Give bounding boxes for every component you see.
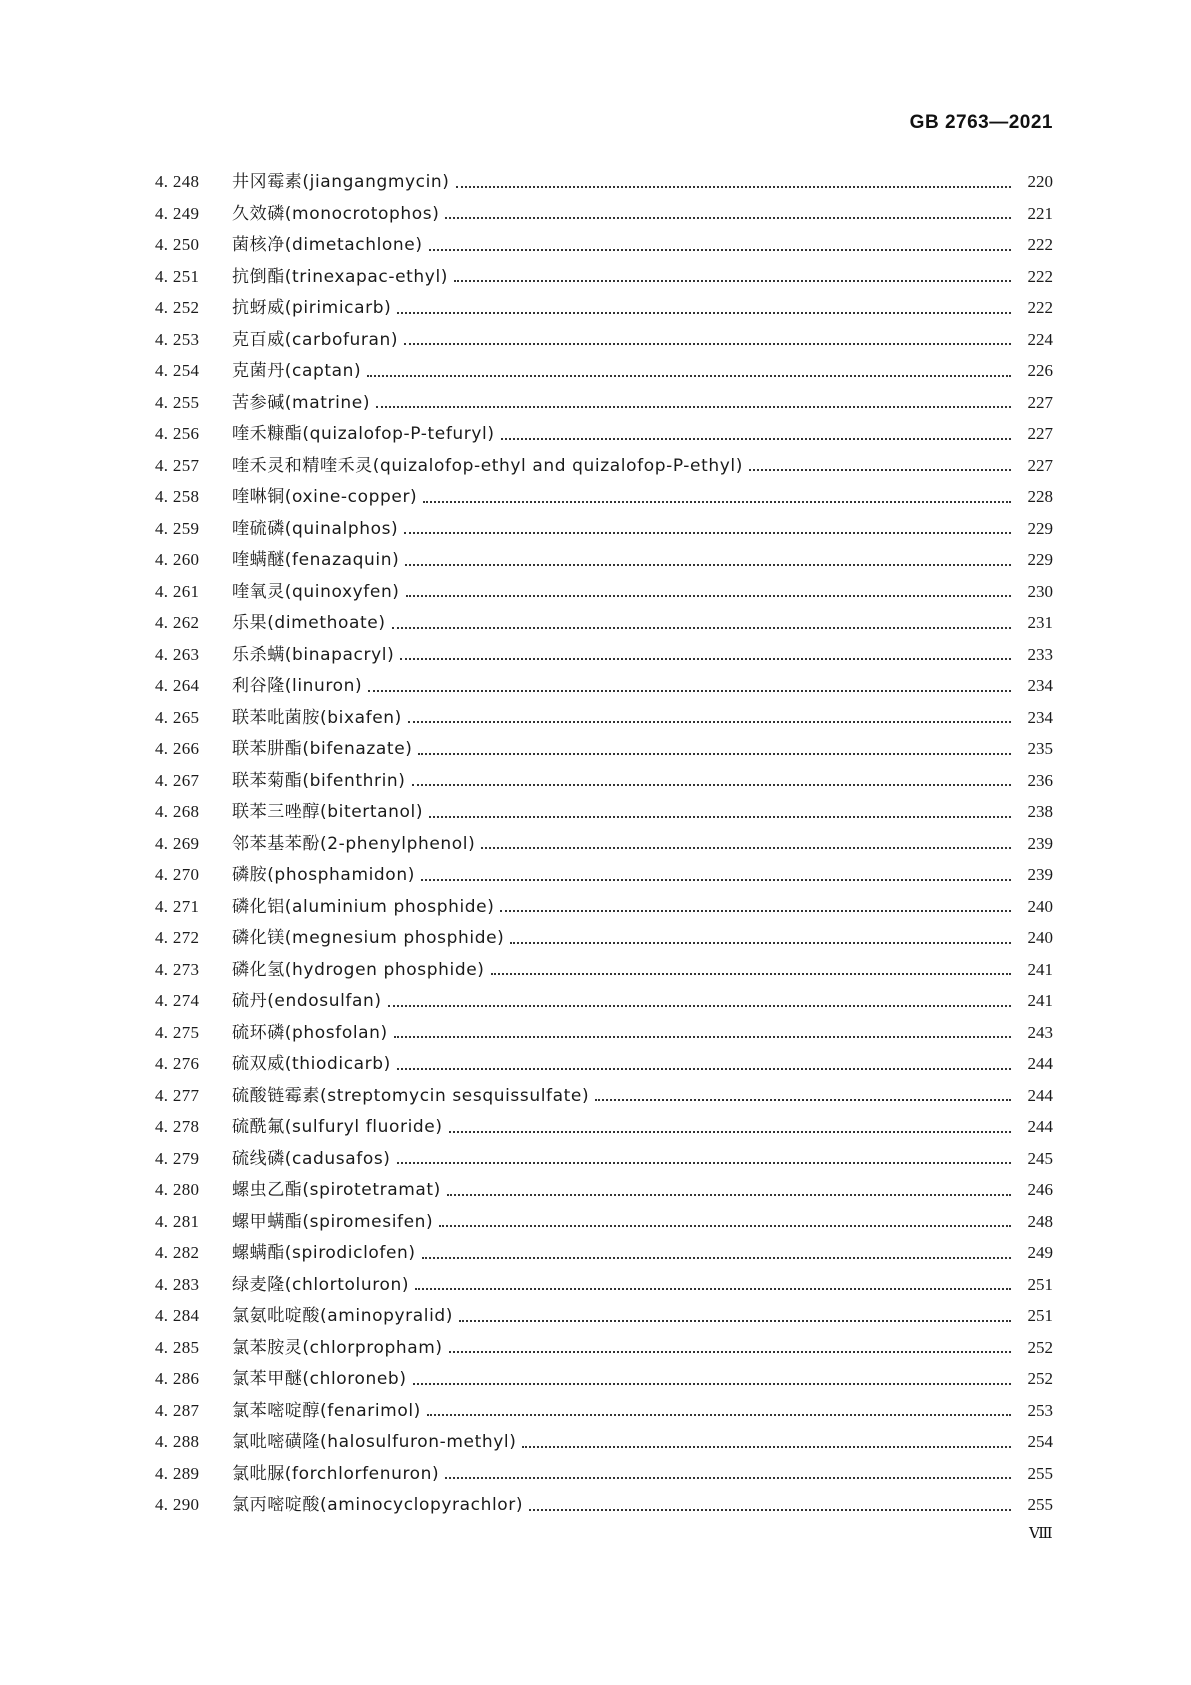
toc-entry-number: 4. 285 [155,1337,200,1357]
toc-entry-number: 4. 275 [155,1022,200,1042]
toc-dot-leader [413,1383,1011,1385]
toc-entry[interactable] [155,733,1053,765]
toc-entry-page-number: 239 [1027,833,1053,853]
toc-entry-number: 4. 262 [155,613,200,632]
toc-entry-page-number: 245 [1027,1148,1053,1168]
toc-entry-page-number: 255 [1027,1495,1053,1514]
toc-entry-title: 磷胺(phosphamidon) [232,865,415,885]
toc-entry-number: 4. 286 [155,1369,200,1388]
toc-entry-page-number: 221 [1027,203,1053,223]
toc-entry-page-number: 231 [1027,613,1053,632]
toc-entry-page-number: 229 [1027,550,1053,569]
toc-entry-title: 抗蚜威(pirimicarb) [232,298,392,318]
toc-dot-leader [445,1477,1011,1479]
toc-dot-leader [388,1005,1011,1007]
toc-entry-page-number: 251 [1027,1306,1053,1325]
toc-entry-number: 4. 264 [155,676,200,695]
toc-entry-number: 4. 263 [155,644,200,664]
toc-entry[interactable] [155,292,1053,324]
toc-entry[interactable] [155,1237,1053,1269]
toc-entry[interactable] [155,229,1053,261]
toc-dot-leader [595,1099,1011,1101]
toc-dot-leader [397,1162,1011,1164]
toc-entry-title: 克菌丹(captan) [232,361,362,381]
toc-entry[interactable] [155,702,1053,734]
toc-entry[interactable] [155,1174,1053,1206]
toc-entry-number: 4. 250 [155,235,200,254]
toc-entry-page-number: 248 [1027,1211,1053,1231]
toc-entry-page-number: 239 [1027,865,1053,884]
toc-dot-leader [404,343,1011,345]
toc-entry-page-number: 235 [1027,739,1053,758]
toc-dot-leader [429,249,1011,251]
toc-entry-title: 菌核净(dimetachlone) [232,235,423,255]
toc-entry-title: 井冈霉素(jiangangmycin) [232,172,450,192]
toc-entry-number: 4. 251 [155,266,200,286]
toc-entry-page-number: 228 [1027,487,1053,506]
toc-entry-title: 联苯菊酯(bifenthrin) [232,770,406,791]
toc-entry-number: 4. 260 [155,550,200,569]
toc-entry[interactable] [155,1395,1053,1427]
toc-entry-page-number: 244 [1027,1054,1053,1073]
toc-entry-page-number: 230 [1027,581,1053,601]
toc-entry[interactable] [155,922,1053,954]
toc-dot-leader [529,1509,1011,1511]
toc-entry[interactable] [155,1300,1053,1332]
toc-entry-number: 4. 271 [155,896,200,916]
toc-entry-title: 氯丙嘧啶酸(aminocyclopyrachlor) [232,1495,524,1515]
toc-dot-leader [406,595,1011,597]
toc-dot-leader [427,1414,1011,1416]
toc-dot-leader [368,690,1011,692]
toc-entry[interactable] [155,891,1053,923]
toc-entry-page-number: 236 [1027,770,1053,790]
toc-entry[interactable] [155,198,1053,230]
toc-entry-number: 4. 249 [155,203,200,223]
page-number-roman: Ⅷ [1029,1524,1053,1542]
toc-dot-leader [392,627,1011,629]
toc-entry[interactable] [155,1332,1053,1364]
toc-entry-title: 喹禾灵和精喹禾灵(quizalofop-ethyl and quizalofop-P-ethyl) [232,455,743,476]
toc-entry-number: 4. 282 [155,1243,200,1262]
toc-entry-page-number: 227 [1027,455,1053,475]
toc-dot-leader [400,658,1011,660]
toc-entry-number: 4. 248 [155,172,200,191]
toc-entry-number: 4. 255 [155,392,200,412]
toc-entry-title: 克百威(carbofuran) [232,329,399,350]
toc-entry-page-number: 255 [1027,1463,1053,1483]
toc-entry-title: 硫线磷(cadusafos) [232,1148,391,1169]
toc-entry-page-number: 227 [1027,392,1053,412]
toc-entry-page-number: 241 [1027,959,1053,979]
toc-entry-title: 螺虫乙酯(spirotetramat) [232,1180,441,1200]
toc-entry[interactable] [155,1363,1053,1395]
toc-entry-number: 4. 252 [155,298,200,317]
toc-entry-title: 磷化氢(hydrogen phosphide) [232,959,485,980]
toc-dot-leader [500,910,1011,912]
toc-entry[interactable] [155,418,1053,450]
toc-entry[interactable] [155,859,1053,891]
toc-entry-page-number: 252 [1027,1369,1053,1388]
toc-entry-page-number: 244 [1027,1085,1053,1105]
toc-entry-page-number: 252 [1027,1337,1053,1357]
toc-entry-title: 抗倒酯(trinexapac-ethyl) [232,266,449,287]
toc-entry-page-number: 222 [1027,235,1053,254]
toc-entry[interactable] [155,324,1053,356]
toc-entry[interactable] [155,639,1053,671]
toc-entry[interactable] [155,1489,1053,1521]
toc-entry-title: 苦参碱(matrine) [232,392,371,413]
toc-entry-title: 联苯三唑醇(bitertanol) [232,802,424,822]
toc-entry-number: 4. 277 [155,1085,200,1105]
toc-dot-leader [447,1194,1011,1196]
toc-dot-leader [418,753,1011,755]
toc-entry[interactable] [155,1269,1053,1301]
toc-dot-leader [408,721,1011,723]
toc-entry-number: 4. 274 [155,991,200,1010]
toc-entry-page-number: 226 [1027,361,1053,380]
toc-entry[interactable] [155,1080,1053,1112]
toc-dot-leader [449,1131,1011,1133]
toc-entry-title: 乐杀螨(binapacryl) [232,644,395,665]
toc-entry-title: 硫酰氟(sulfuryl fluoride) [232,1117,443,1137]
toc-entry[interactable] [155,954,1053,986]
toc-dot-leader [394,1036,1011,1038]
toc-dot-leader [423,501,1011,503]
toc-entry-page-number: 253 [1027,1400,1053,1420]
toc-entry-number: 4. 258 [155,487,200,506]
toc-entry-number: 4. 280 [155,1180,200,1199]
toc-entry-page-number: 222 [1027,266,1053,286]
toc-entry-page-number: 229 [1027,518,1053,538]
toc-entry[interactable] [155,544,1053,576]
toc-entry-number: 4. 259 [155,518,200,538]
toc-entry-page-number: 254 [1027,1432,1053,1451]
toc-entry-title: 喹硫磷(quinalphos) [232,518,399,539]
toc-entry-number: 4. 290 [155,1495,200,1514]
toc-entry-title: 氯苯甲醚(chloroneb) [232,1369,407,1389]
toc-entry-title: 硫双威(thiodicarb) [232,1054,391,1074]
toc-entry[interactable] [155,1048,1053,1080]
toc-dot-leader [404,532,1011,534]
toc-dot-leader [367,375,1011,377]
toc-dot-leader [459,1320,1011,1322]
toc-dot-leader [429,816,1011,818]
toc-dot-leader [397,312,1011,314]
toc-entry-number: 4. 270 [155,865,200,884]
toc-dot-leader [456,186,1011,188]
toc-dot-leader [412,784,1011,786]
table-of-contents [155,166,1053,1521]
toc-entry-number: 4. 281 [155,1211,200,1231]
toc-entry-number: 4. 278 [155,1117,200,1136]
toc-entry-number: 4. 261 [155,581,200,601]
toc-dot-leader [501,438,1011,440]
toc-entry-page-number: 246 [1027,1180,1053,1199]
toc-entry-number: 4. 276 [155,1054,200,1073]
toc-entry-page-number: 249 [1027,1243,1053,1262]
toc-dot-leader [415,1288,1011,1290]
toc-entry-page-number: 233 [1027,644,1053,664]
toc-entry-title: 久效磷(monocrotophos) [232,203,440,224]
document-code: GB 2763—2021 [909,112,1053,133]
toc-entry-title: 喹氧灵(quinoxyfen) [232,581,400,602]
toc-entry-title: 硫酸链霉素(streptomycin sesquissulfate) [232,1085,590,1106]
toc-entry-title: 乐果(dimethoate) [232,613,386,633]
toc-entry[interactable] [155,481,1053,513]
toc-entry[interactable] [155,261,1053,293]
toc-entry[interactable] [155,828,1053,860]
toc-entry[interactable] [155,1143,1053,1175]
toc-entry-page-number: 227 [1027,424,1053,443]
toc-dot-leader [454,280,1011,282]
toc-entry[interactable] [155,576,1053,608]
toc-entry-title: 邻苯基苯酚(2-phenylphenol) [232,833,476,854]
toc-entry-title: 螺甲螨酯(spiromesifen) [232,1211,434,1232]
toc-entry-title: 氯苯嘧啶醇(fenarimol) [232,1400,421,1421]
toc-dot-leader [522,1446,1011,1448]
toc-entry[interactable] [155,1206,1053,1238]
toc-entry-number: 4. 266 [155,739,200,758]
toc-entry-title: 磷化铝(aluminium phosphide) [232,896,495,917]
toc-entry[interactable] [155,166,1053,198]
toc-dot-leader [397,1068,1011,1070]
toc-entry-title: 联苯吡菌胺(bixafen) [232,707,402,728]
toc-entry-number: 4. 254 [155,361,200,380]
toc-dot-leader [510,942,1011,944]
toc-dot-leader [481,847,1011,849]
toc-entry-title: 绿麦隆(chlortoluron) [232,1274,410,1295]
toc-dot-leader [422,1257,1011,1259]
toc-entry-title: 利谷隆(linuron) [232,676,363,696]
toc-entry-title: 喹螨醚(fenazaquin) [232,550,400,570]
toc-entry[interactable] [155,450,1053,482]
toc-entry-number: 4. 279 [155,1148,200,1168]
toc-entry-number: 4. 288 [155,1432,200,1451]
toc-entry-title: 硫环磷(phosfolan) [232,1022,388,1043]
toc-entry-page-number: 234 [1027,707,1053,727]
toc-entry-title: 氯苯胺灵(chlorpropham) [232,1337,443,1358]
toc-entry-number: 4. 289 [155,1463,200,1483]
toc-entry[interactable] [155,607,1053,639]
toc-entry[interactable] [155,1017,1053,1049]
toc-entry[interactable] [155,513,1053,545]
toc-entry[interactable] [155,355,1053,387]
toc-entry-page-number: 244 [1027,1117,1053,1136]
toc-entry-page-number: 224 [1027,329,1053,349]
toc-entry-page-number: 251 [1027,1274,1053,1294]
toc-entry-title: 喹禾糠酯(quizalofop-P-tefuryl) [232,424,495,444]
toc-dot-leader [491,973,1012,975]
toc-dot-leader [749,469,1011,471]
toc-entry-page-number: 238 [1027,802,1053,821]
toc-entry-title: 氯氨吡啶酸(aminopyralid) [232,1306,454,1326]
toc-entry-title: 联苯肼酯(bifenazate) [232,739,413,759]
toc-entry-number: 4. 267 [155,770,200,790]
toc-entry-page-number: 240 [1027,896,1053,916]
toc-dot-leader [405,564,1011,566]
toc-entry[interactable] [155,387,1053,419]
toc-entry[interactable] [155,1426,1053,1458]
toc-entry-page-number: 220 [1027,172,1053,191]
toc-entry-number: 4. 269 [155,833,200,853]
toc-dot-leader [439,1225,1011,1227]
toc-entry-page-number: 241 [1027,991,1053,1010]
toc-dot-leader [449,1351,1011,1353]
toc-entry-title: 氯吡脲(forchlorfenuron) [232,1463,440,1484]
toc-entry-page-number: 222 [1027,298,1053,317]
toc-entry-title: 喹啉铜(oxine-copper) [232,487,418,507]
toc-entry[interactable] [155,765,1053,797]
toc-entry-number: 4. 272 [155,928,200,947]
toc-entry-number: 4. 265 [155,707,200,727]
toc-entry-page-number: 234 [1027,676,1053,695]
toc-entry[interactable] [155,1458,1053,1490]
toc-entry-title: 硫丹(endosulfan) [232,991,382,1011]
toc-entry-title: 螺螨酯(spirodiclofen) [232,1243,416,1263]
toc-dot-leader [421,879,1011,881]
toc-dot-leader [376,406,1011,408]
toc-dot-leader [445,217,1011,219]
toc-entry-title: 氯吡嘧磺隆(halosulfuron-methyl) [232,1432,517,1452]
toc-entry-number: 4. 287 [155,1400,200,1420]
toc-entry-number: 4. 256 [155,424,200,443]
toc-entry-number: 4. 268 [155,802,200,821]
toc-entry-page-number: 243 [1027,1022,1053,1042]
toc-entry-number: 4. 253 [155,329,200,349]
toc-entry[interactable] [155,985,1053,1017]
toc-entry-title: 磷化镁(megnesium phosphide) [232,928,505,948]
toc-entry-number: 4. 283 [155,1274,200,1294]
toc-entry-number: 4. 257 [155,455,200,475]
toc-entry[interactable] [155,796,1053,828]
toc-entry-number: 4. 273 [155,959,200,979]
toc-entry-number: 4. 284 [155,1306,200,1325]
toc-entry[interactable] [155,670,1053,702]
toc-entry-page-number: 240 [1027,928,1053,947]
toc-entry[interactable] [155,1111,1053,1143]
